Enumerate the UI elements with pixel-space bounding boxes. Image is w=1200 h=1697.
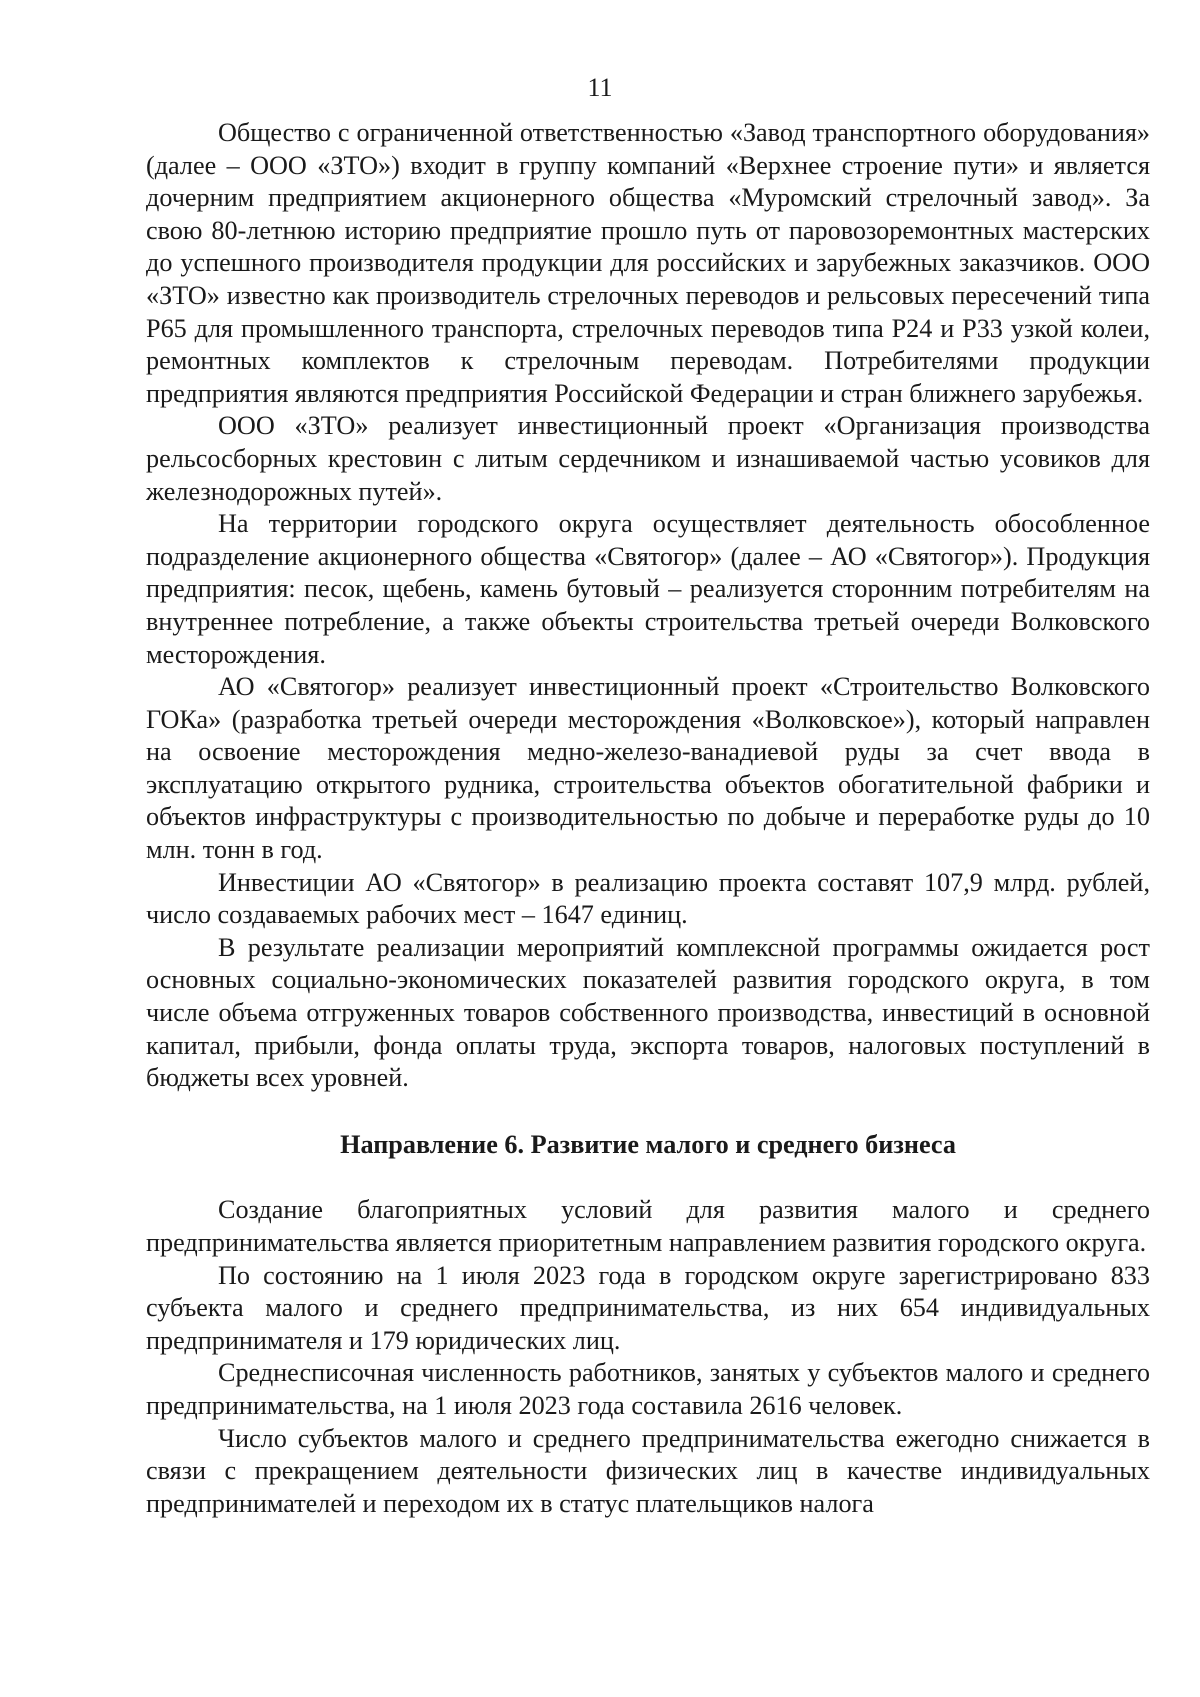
paragraph-zto-project: ООО «ЗТО» реализует инвестиционный проект «Организация производства рельсосборных крестовин с литым сердечником и изнашиваемой частью усовиков для железнодорожных путей». [146, 411, 1150, 506]
paragraph-svyatogor-division: На территории городского округа осуществляет деятельность обособленное подразделение акционерного общества «Святогор» (далее – АО «Святогор»). Продукция предприятия: песок, щебень, камень бутовый – реализуется сторонним потребителям на внутреннее потребление, а также объекты строительства третьей очереди Волковского месторождения. [146, 509, 1150, 669]
document-body [146, 117, 1150, 1520]
paragraph-sme-priority: Создание благоприятных условий для развития малого и среднего предпринимательства является приоритетным направлением развития городского округа. [146, 1195, 1150, 1257]
paragraph-sme-employees: Среднесписочная численность работников, занятых у субъектов малого и среднего предпринимательства, на 1 июля 2023 года составила 2616 человек. [146, 1358, 1150, 1420]
page-number: 11 [587, 73, 613, 102]
paragraph-sme-registered: По состоянию на 1 июля 2023 года в городском округе зарегистрировано 833 субъекта малого и среднего предпринимательства, из них 654 индивидуальных предпринимателя и 179 юридических лиц. [146, 1260, 1150, 1355]
paragraph-svyatogor-investment: Инвестиции АО «Святогор» в реализацию проекта составят 107,9 млрд. рублей, число создаваемых рабочих мест – 1647 единиц. [146, 867, 1150, 930]
paragraph-program-results: В результате реализации мероприятий комплексной программы ожидается рост основных социально-экономических показателей развития городского округа, в том числе объема отгруженных товаров собственного производства, инвестиций в основной капитал, прибыли, фонда оплаты труда, экспорта товаров, налоговых поступлений в бюджеты всех уровней. [146, 932, 1150, 1093]
paragraph-zto-company: Общество с ограниченной ответственностью «Завод транспортного оборудования» (далее – ООО «ЗТО») входит в группу компаний «Верхнее строение пути» и является дочерним предприятием акционерного общества «Муромский стрелочный завод». За свою 80-летнюю историю предприятие прошло путь от паровозоремонтных мастерских до успешного производителя продукции для российских и зарубежных заказчиков. ООО «ЗТО» известно как производитель стрелочных переводов и рельсовых пересечений типа Р65 для промышленного транспорта, стрелочных переводов типа Р24 и Р33 узкой колеи, ремонтных комплектов к стрелочным переводам. Потребителями продукции предприятия являются предприятия Российской Федерации и стран ближнего зарубежья. [146, 118, 1150, 408]
paragraph-sme-decline: Число субъектов малого и среднего предпринимательства ежегодно снижается в связи с прекращением деятельности физических лиц в качестве индивидуальных предпринимателей и переходом их в статус плательщиков налога [146, 1423, 1150, 1518]
paragraph-svyatogor-project: АО «Святогор» реализует инвестиционный проект «Строительство Волковского ГОКа» (разработка третьей очереди месторождения «Волковское»), который направлен на освоение месторождения медно-железо-ванадиевой руды за счет ввода в эксплуатацию открытого рудника, строительства объектов обогатительной фабрики и объектов инфраструктуры с производительностью по добыче и переработке руды до 10 млн. тонн в год. [146, 672, 1150, 865]
section-heading: Направление 6. Развитие малого и среднего бизнеса [340, 1129, 956, 1159]
